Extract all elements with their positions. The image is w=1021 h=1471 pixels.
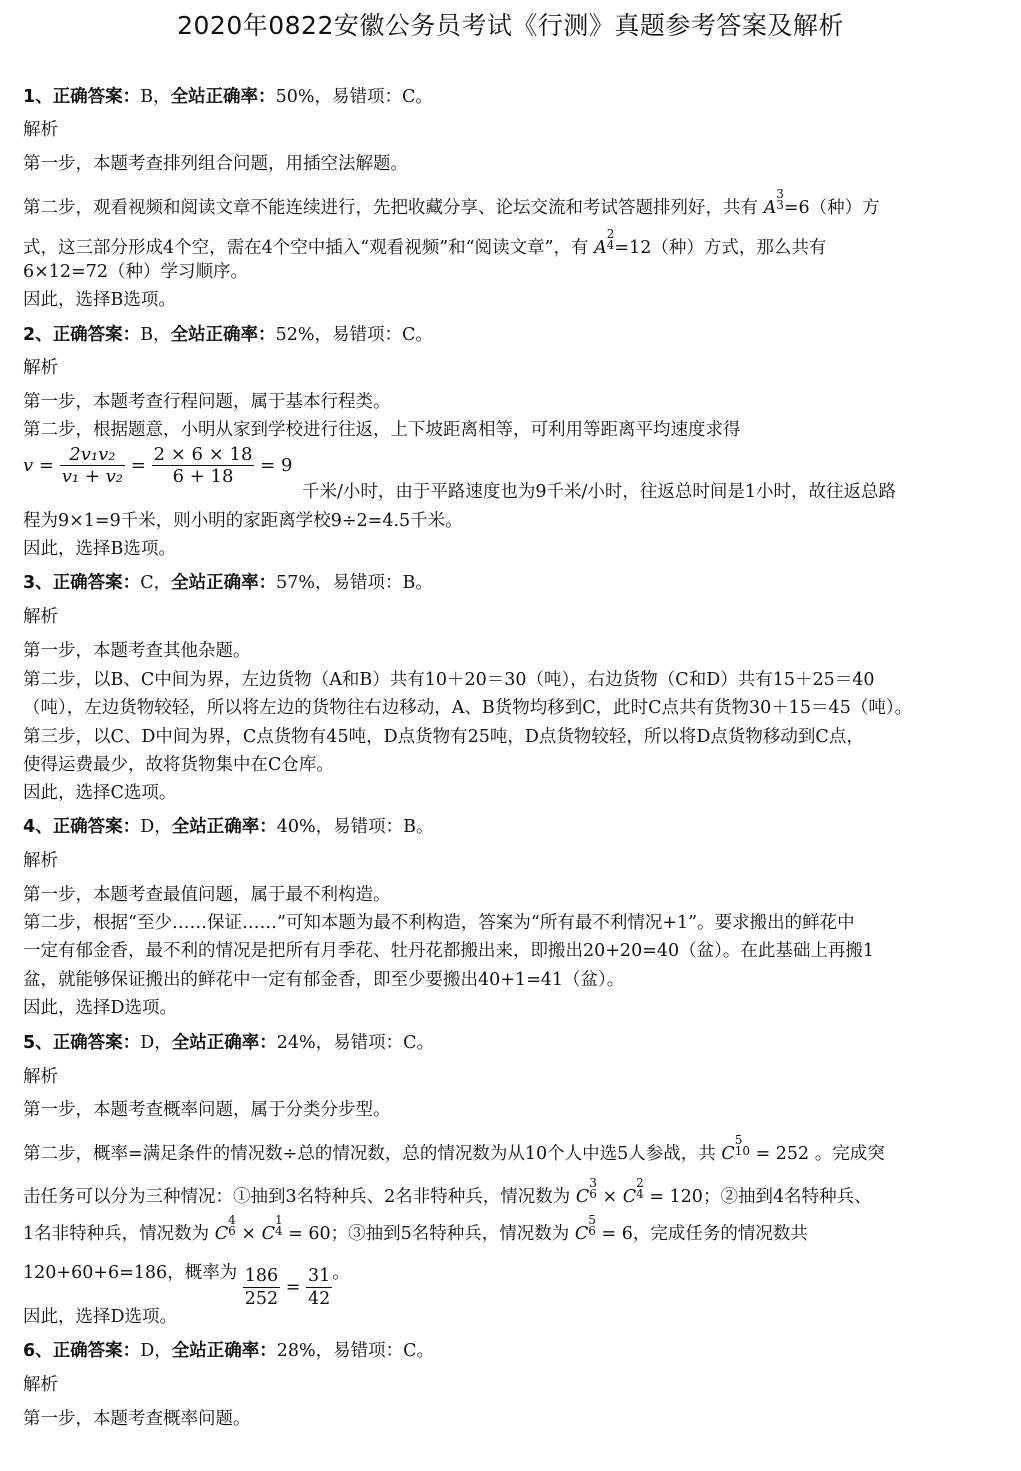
question-number: 2、 <box>23 325 53 345</box>
question-2-header <box>23 324 998 346</box>
paragraph-line: 因此，选择B选项。 <box>23 539 176 559</box>
paragraph-text: ；②抽到4名特种兵、 <box>702 1187 872 1207</box>
math-sup: 5 <box>734 1133 743 1147</box>
site-rate-label: 全站正确率： <box>170 325 276 345</box>
page-title: 2020年0822安徽公务员考试《行测》真题参考答案及解析 <box>177 11 844 40</box>
paragraph-line: 一定有郁金香，最不利的情况是把所有月季花、牡丹花都搬出来，即搬出20+20=40（盆）。在此基础上再搬1 <box>23 941 875 961</box>
site-rate-label: 全站正确率： <box>171 1033 277 1053</box>
math-supsub <box>588 1215 596 1237</box>
math-sup: 3 <box>776 187 784 201</box>
paragraph-line <box>23 1262 998 1310</box>
paragraph-line <box>23 1176 998 1208</box>
site-rate-value: 50%， <box>275 87 332 107</box>
math-supsub <box>275 1215 283 1237</box>
site-rate-label: 全站正确率： <box>171 1341 277 1361</box>
paragraph-text: ；③抽到5名特种兵，情况数为 <box>330 1224 570 1244</box>
correct-answer-value: C， <box>140 573 172 593</box>
paragraph-text: 120+60+6=186，概率为 <box>23 1263 238 1283</box>
math-times: × <box>241 1224 256 1244</box>
math-denominator: v₁ + v₂ <box>61 466 124 487</box>
correct-answer-label: 正确答案： <box>52 325 141 345</box>
math-permutation-a33 <box>763 187 784 218</box>
analysis-label: 解析 <box>23 1375 58 1395</box>
math-supsub <box>636 1178 644 1200</box>
math-denominator: 252 <box>244 1289 279 1309</box>
math-supsub <box>589 1178 597 1200</box>
math-numerator: 2 × 6 × 18 <box>153 444 253 465</box>
paragraph-line: 第二步，根据“至少……保证……”可知本题为最不利构造，答案为“所有最不利情况+1”。要求搬出的鲜花中 <box>23 913 855 933</box>
math-combination-c64-c41: C 4 6 × C 1 4 = 60 <box>214 1213 331 1244</box>
paragraph-line: 盆，就能够保证搬出的鲜花中一定有郁金香，即至少要搬出40+1=41（盆）。 <box>23 970 625 990</box>
question-number: 6、 <box>23 1341 53 1361</box>
paragraph-text: 。完成突 <box>814 1144 885 1164</box>
paragraph-line: 因此，选择C选项。 <box>23 783 177 803</box>
paragraph-line: 千米/小时，由于平路速度也为9千米/小时，往返总时间是1小时，故往返总路 <box>302 482 897 502</box>
site-rate-value: 24%， <box>276 1033 334 1053</box>
paragraph-line: 第一步，本题考查其他杂题。 <box>23 641 251 661</box>
question-number: 3、 <box>23 573 53 593</box>
site-rate-value: 28%， <box>276 1341 334 1361</box>
math-base: A <box>763 198 777 218</box>
math-numerator: 2v₁v₂ <box>60 444 125 466</box>
analysis-label: 解析 <box>23 120 58 140</box>
analysis-label: 解析 <box>23 1067 58 1087</box>
analysis-label: 解析 <box>23 851 58 871</box>
math-equals: = <box>285 1277 301 1298</box>
site-rate-label: 全站正确率： <box>170 87 276 107</box>
correct-answer-value: B， <box>140 325 171 345</box>
site-rate-value: 52%， <box>275 325 332 345</box>
wrong-option-value: B。 <box>403 817 434 837</box>
wrong-option-value: B。 <box>402 573 433 593</box>
math-times: × <box>602 1187 618 1207</box>
paragraph-line: 因此，选择B选项。 <box>23 290 176 310</box>
question-number: 1、 <box>23 87 53 107</box>
math-supsub <box>735 1135 750 1157</box>
math-sup: 4 <box>228 1213 236 1227</box>
wrong-option-value: C。 <box>403 1033 435 1053</box>
math-numerator: 186 <box>244 1266 279 1286</box>
paragraph-line: 6×12=72（种）学习顺序。 <box>23 262 248 282</box>
math-fraction <box>243 1265 280 1310</box>
wrong-option-label: 易错项： <box>331 325 402 345</box>
math-rhs: = 252 <box>755 1144 810 1164</box>
math-rhs: = 60 <box>288 1224 331 1244</box>
paragraph-text: 。 <box>332 1263 350 1283</box>
math-fraction <box>152 444 255 487</box>
paragraph-text: 击任务可以分为三种情况：①抽到3名特种兵、2名非特种兵，情况数为 <box>23 1187 571 1207</box>
site-rate-label: 全站正确率： <box>171 817 277 837</box>
paragraph-line <box>23 227 998 259</box>
wrong-option-label: 易错项： <box>332 573 403 593</box>
analysis-label: 解析 <box>23 607 58 627</box>
math-probability-formula <box>243 1265 333 1310</box>
paragraph-line: （吨），左边货物较轻，所以将左边的货物往右边移动，A、B货物均移到C，此时C点共有货物30＋15＝45（吨）。 <box>23 698 913 718</box>
math-base: C <box>721 1144 735 1164</box>
math-supsub <box>228 1215 236 1237</box>
paragraph-line: 因此，选择D选项。 <box>23 998 178 1018</box>
question-1-header <box>23 86 998 108</box>
paragraph-line: 第一步，本题考查概率问题。 <box>23 1409 251 1429</box>
math-average-speed-formula <box>23 444 292 487</box>
math-permutation-a42 <box>594 227 615 258</box>
paragraph-line <box>23 187 998 219</box>
question-5-header <box>23 1032 998 1054</box>
question-6-header <box>23 1340 998 1362</box>
math-sub: 3 <box>776 198 784 212</box>
math-sub: 6 <box>588 1224 596 1238</box>
correct-answer-label: 正确答案： <box>52 87 141 107</box>
math-base: A <box>594 238 607 258</box>
paragraph-line: 第三步，以C、D中间为界，C点货物有45吨，D点货物有25吨，D点货物较轻，所以将D点货物移动到C点， <box>23 727 864 747</box>
math-sup: 1 <box>274 1213 283 1227</box>
math-supsub <box>607 229 615 251</box>
paragraph-text: 第二步，概率=满足条件的情况数÷总的情况数，总的情况数为从10个人中选5人参战，共 <box>23 1144 716 1164</box>
paragraph-line: 第一步，本题考查排列组合问题，用插空法解题。 <box>23 154 408 174</box>
site-rate-label: 全站正确率： <box>171 573 277 593</box>
paragraph-line: 第一步，本题考查行程问题，属于基本行程类。 <box>23 392 391 412</box>
math-lhs: v = <box>23 455 54 476</box>
math-sup: 2 <box>636 1176 644 1190</box>
math-combination-c105 <box>721 1133 810 1164</box>
correct-answer-label: 正确答案： <box>52 1341 141 1361</box>
correct-answer-value: D， <box>140 1033 172 1053</box>
paragraph-text: ，完成任务的情况数共 <box>632 1224 808 1244</box>
paragraph-line: 使得运费最少，故将货物集中在C仓库。 <box>23 755 334 775</box>
wrong-option-label: 易错项： <box>333 1033 404 1053</box>
correct-answer-value: D， <box>140 1341 172 1361</box>
math-denominator: 6 + 18 <box>172 466 234 487</box>
math-sup: 3 <box>589 1176 597 1190</box>
paragraph-text: =12（种）方式，那么共有 <box>614 238 827 258</box>
question-3-header <box>23 572 998 594</box>
wrong-option-label: 易错项： <box>333 817 404 837</box>
math-sub: 6 <box>228 1224 236 1238</box>
wrong-option-value: C。 <box>401 325 433 345</box>
math-sup: 5 <box>588 1213 596 1227</box>
math-equals: = <box>130 455 146 476</box>
wrong-option-label: 易错项： <box>333 1341 404 1361</box>
math-sub: 10 <box>734 1144 750 1158</box>
math-numerator: 31 <box>308 1266 331 1286</box>
paragraph-line: 第二步，根据题意，小明从家到学校进行往返，上下坡距离相等，可利用等距离平均速度求得 <box>23 420 741 440</box>
paragraph-text: =6（种）方 <box>783 198 880 218</box>
math-rhs: = 120 <box>649 1187 703 1207</box>
correct-answer-label: 正确答案： <box>52 573 141 593</box>
correct-answer-value: D， <box>140 817 172 837</box>
math-result: = 9 <box>260 455 293 476</box>
analysis-label: 解析 <box>23 358 58 378</box>
paragraph-line: 第一步，本题考查概率问题，属于分类分步型。 <box>23 1100 391 1120</box>
math-sub: 4 <box>274 1224 283 1238</box>
paragraph-text: 第二步，观看视频和阅读文章不能连续进行，先把收藏分享、论坛交流和考试答题排列好，共有 <box>23 198 758 218</box>
paragraph-line <box>23 1133 998 1165</box>
paragraph-line: 第二步，以B、C中间为界，左边货物（A和B）共有10＋20＝30（吨），右边货物（C和D）共有15＋25＝40 <box>23 670 875 690</box>
paragraph-line: 第一步，本题考查最值问题，属于最不利构造。 <box>23 885 391 905</box>
paragraph-line <box>23 1213 998 1245</box>
paragraph-text: 式，这三部分形成4个空，需在4个空中插入“观看视频”和“阅读文章”，有 <box>23 238 589 258</box>
math-combination-c65: C 5 6 = 6 <box>574 1213 633 1244</box>
math-sub: 6 <box>589 1187 597 1201</box>
math-rhs: = 6 <box>601 1224 633 1244</box>
math-sup: 2 <box>606 227 615 241</box>
math-sub: 4 <box>606 238 615 252</box>
wrong-option-value: C。 <box>403 1341 435 1361</box>
math-fraction <box>306 1265 332 1310</box>
math-fraction <box>60 444 125 487</box>
correct-answer-value: B， <box>140 87 171 107</box>
question-number: 5、 <box>23 1033 53 1053</box>
question-number: 4、 <box>23 817 53 837</box>
correct-answer-label: 正确答案： <box>52 1033 141 1053</box>
question-4-header <box>23 816 998 838</box>
math-sub: 4 <box>636 1187 644 1201</box>
paragraph-line: 程为9×1=9千米，则小明的家距离学校9÷2=4.5千米。 <box>23 511 463 531</box>
math-supsub <box>776 189 784 211</box>
site-rate-value: 57%， <box>276 573 333 593</box>
correct-answer-label: 正确答案： <box>52 817 141 837</box>
math-denominator: 42 <box>308 1289 331 1309</box>
wrong-option-label: 易错项： <box>331 87 402 107</box>
wrong-option-value: C。 <box>401 87 433 107</box>
paragraph-text: 1名非特种兵，情况数为 <box>23 1224 210 1244</box>
site-rate-value: 40%， <box>276 817 334 837</box>
math-combination-c63-c42: C 3 6 × C 2 4 = 120 <box>575 1176 703 1207</box>
paragraph-line: 因此，选择D选项。 <box>23 1307 178 1327</box>
